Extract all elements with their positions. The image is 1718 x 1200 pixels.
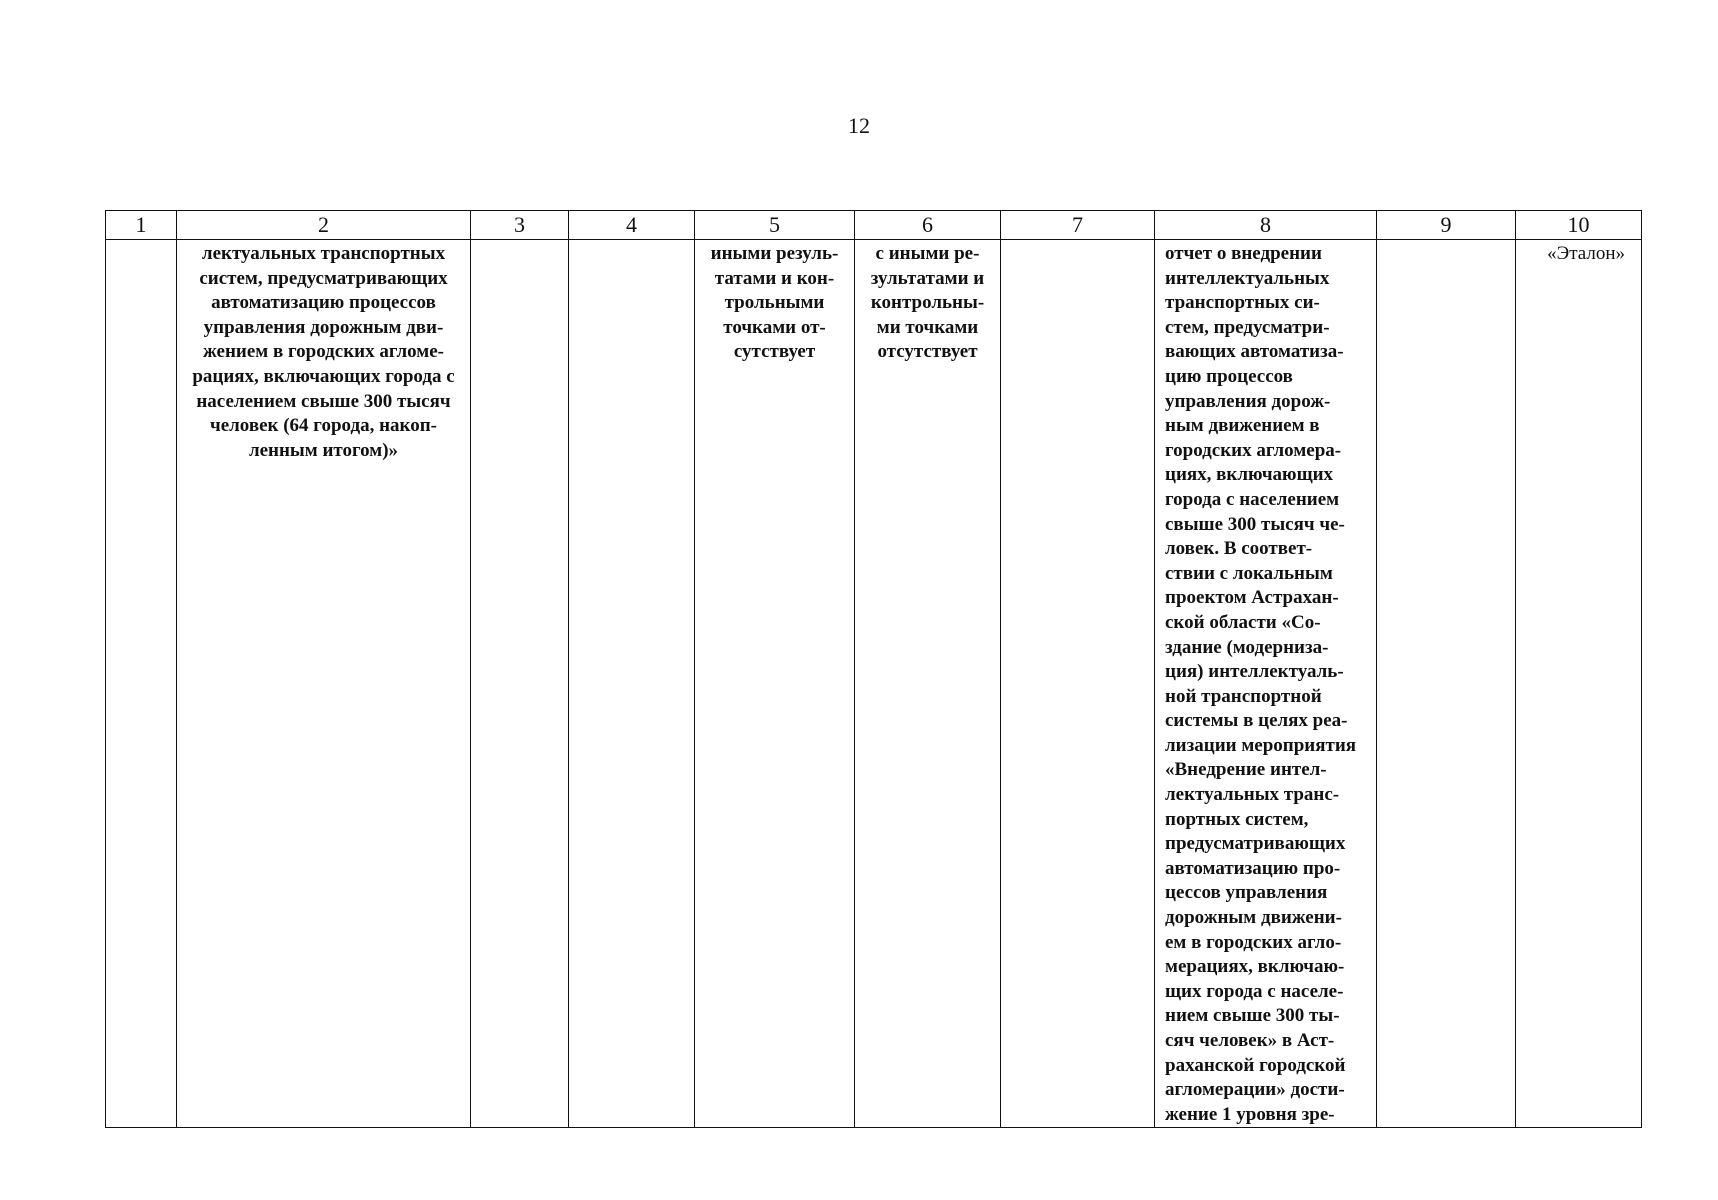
header-row	[106, 211, 1642, 240]
column-header-4: 4	[569, 211, 695, 240]
page-number: 12	[848, 113, 870, 138]
cell-text: отчет о внедрении интеллектуальных транспортных си- стем, предусматри- вающих автоматиза- цию процессов управления дорож- ным движением в городских агломера- циях, включающих города с населением свыше 300 тысяч че- ловек. В соответ- ствии с локальным проектом Астрахан- ской области «Со- здание (модерниза- ция) интеллектуаль- ной транспортной системы в целях реа- лизации мероприятия «Внедрение интел- лектуальных транс- портных систем, предусматривающих автоматизацию про- цессов управления дорожным движени- ем в городских агло- мерациях, включаю- щих города с населе- нием свыше 300 ты- сяч человек» в Аст- раханской городской агломерации» дости- жение 1 уровня зре-	[1165, 243, 1357, 1125]
cell-col-2	[177, 240, 471, 1128]
document-table	[105, 210, 1642, 1128]
column-header-10: 10	[1516, 211, 1642, 240]
cell-col-9	[1377, 240, 1516, 1128]
column-header-8: 8	[1155, 211, 1377, 240]
cell-text: лектуальных транспортных систем, предусматривающих автоматизацию процессов управления дорожным дви- жением в городских агломе- рациях, включающих города с населением свыше 300 тысяч человек (64 города, накоп- ленным итогом)»	[192, 243, 455, 461]
table-row	[106, 240, 1642, 1128]
column-header-1: 1	[106, 211, 177, 240]
column-header-2: 2	[177, 211, 471, 240]
column-header-9: 9	[1377, 211, 1516, 240]
column-header-5: 5	[695, 211, 855, 240]
column-header-3: 3	[471, 211, 569, 240]
cell-col-8	[1155, 240, 1377, 1128]
cell-col-4	[569, 240, 695, 1128]
cell-col-7	[1001, 240, 1155, 1128]
cell-col-6	[855, 240, 1001, 1128]
cell-text: с иными ре- зультатами и контрольны- ми точками отсутствует	[870, 243, 985, 363]
cell-col-3	[471, 240, 569, 1128]
cell-text: иными резуль- татами и кон- трольными точками от- сутствует	[710, 243, 839, 363]
cell-text: «Эталон»	[1547, 243, 1625, 264]
cell-col-5	[695, 240, 855, 1128]
cell-col-10	[1516, 240, 1642, 1128]
cell-col-1	[106, 240, 177, 1128]
column-header-7: 7	[1001, 211, 1155, 240]
column-header-6: 6	[855, 211, 1001, 240]
